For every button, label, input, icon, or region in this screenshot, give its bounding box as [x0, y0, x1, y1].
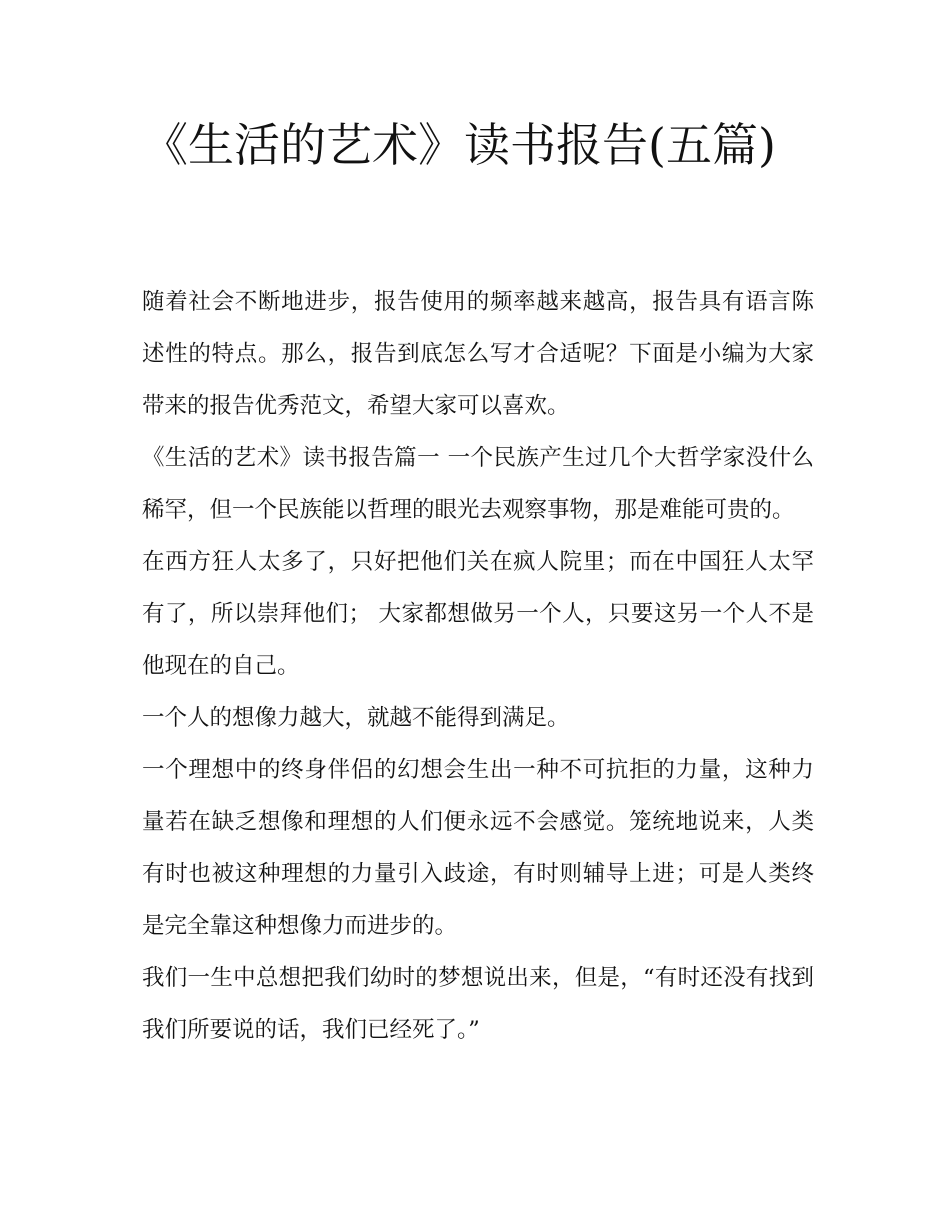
paragraph-intro: 随着社会不断地进步，报告使用的频率越来越高，报告具有语言陈述性的特点。那么，报告到底怎么写才合适呢？下面是小编为大家带来的报告优秀范文，希望大家可以喜欢。	[142, 289, 814, 419]
paragraph-3: 一个人的想像力越大，就越不能得到满足。	[142, 705, 570, 731]
paragraph-4: 一个理想中的终身伴侣的幻想会生出一种不可抗拒的力量，这种力量若在缺乏想像和理想的人们便永远不会感觉。笼统地说来，人类有时也被这种理想的力量引入歧途，有时则辅导上进；可是人类终是完全靠这种想像力而进步的。	[142, 757, 814, 939]
document-body	[142, 276, 814, 1056]
paragraph-5: 我们一生中总想把我们幼时的梦想说出来，但是，“有时还没有找到我们所要说的话，我们已经死了。”	[142, 965, 814, 1043]
paragraph-2: 在西方狂人太多了，只好把他们关在疯人院里；而在中国狂人太罕有了，所以崇拜他们； 大家都想做另一个人，只要这另一个人不是他现在的自己。	[142, 549, 814, 679]
page-title: 《生活的艺术》读书报告(五篇)	[142, 118, 776, 172]
paragraph-1: 《生活的艺术》读书报告篇一 一个民族产生过几个大哲学家没什么稀罕，但一个民族能以哲理的眼光去观察事物，那是难能可贵的。	[142, 445, 814, 523]
